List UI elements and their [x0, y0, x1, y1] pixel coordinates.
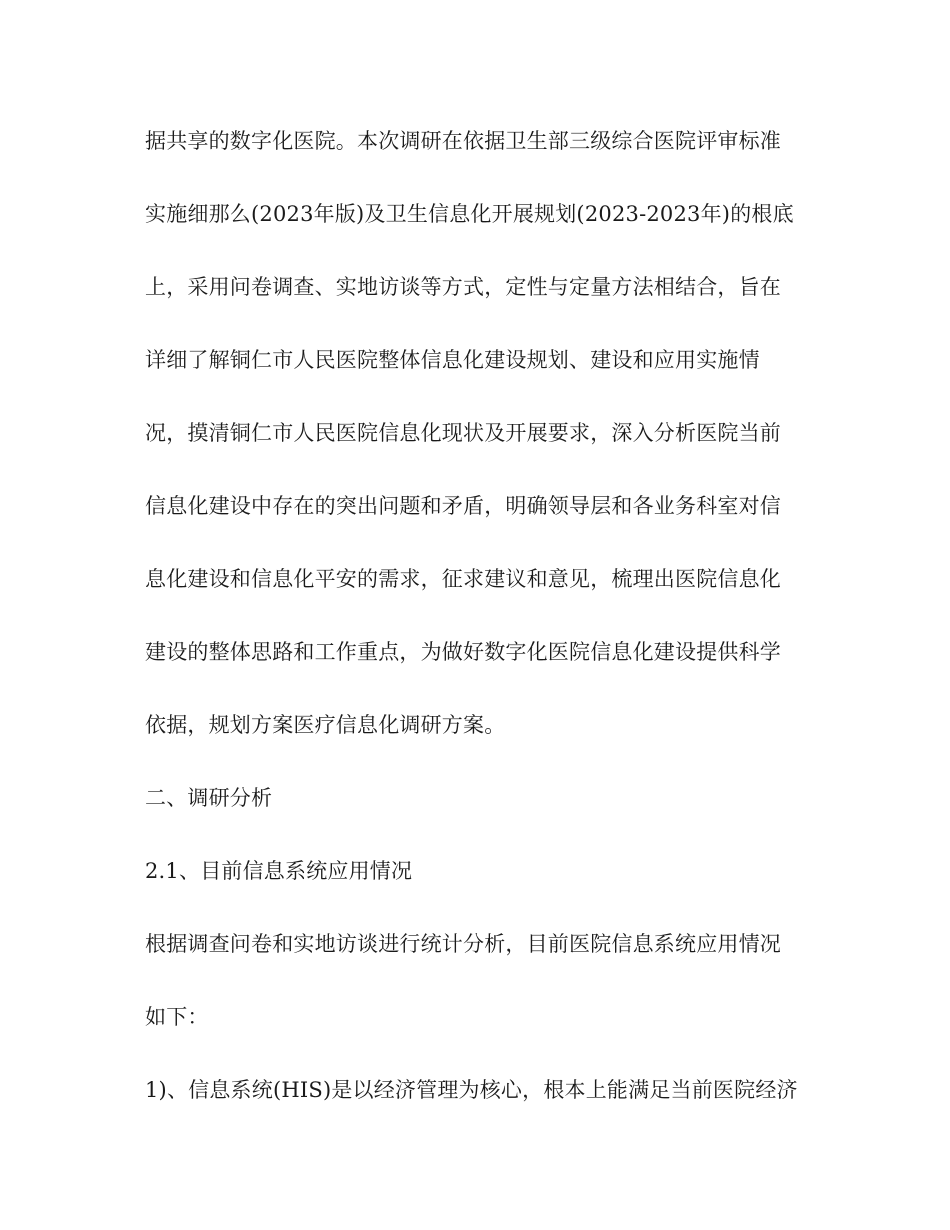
paragraph-line: 依据，规划方案医疗信息化调研方案。: [145, 713, 506, 737]
paragraph-line: 实施细那么(2023年版)及卫生信息化开展规划(2023-2023年)的根底: [145, 202, 794, 226]
paragraph-line: 况，摸清铜仁市人民医院信息化现状及开展要求，深入分析医院当前: [145, 421, 781, 445]
paragraph-line: 上，采用问卷调查、实地访谈等方式，定性与定量方法相结合，旨在: [145, 275, 781, 299]
paragraph-line: 根据调查问卷和实地访谈进行统计分析，目前医院信息系统应用情况: [145, 932, 781, 956]
paragraph-line: 如下：: [145, 1005, 209, 1029]
section-heading: 二、调研分析: [145, 786, 273, 810]
list-item-line: 1)、信息系统(HIS)是以经济管理为核心，根本上能满足当前医院经济: [145, 1078, 798, 1102]
paragraph-line: 详细了解铜仁市人民医院整体信息化建设规划、建设和应用实施情: [145, 348, 760, 372]
paragraph-line: 信息化建设中存在的突出问题和矛盾，明确领导层和各业务科室对信: [145, 494, 781, 518]
paragraph-line: 据共享的数字化医院。本次调研在依据卫生部三级综合医院评审标准: [145, 129, 781, 153]
subsection-heading: 2.1、目前信息系统应用情况: [145, 859, 413, 883]
paragraph-line: 建设的整体思路和工作重点，为做好数字化医院信息化建设提供科学: [145, 640, 781, 664]
paragraph-line: 息化建设和信息化平安的需求，征求建议和意见，梳理出医院信息化: [145, 567, 781, 591]
